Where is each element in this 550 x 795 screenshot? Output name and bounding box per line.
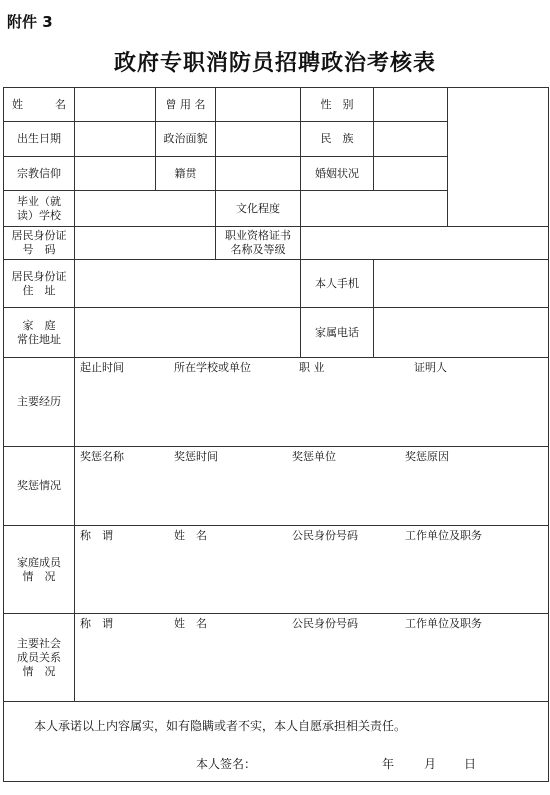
label-id-number-line1: 居民身份证 <box>11 229 67 242</box>
label-former-name: 曾 用 名 <box>156 88 216 122</box>
label-ethnicity: 民 族 <box>301 122 374 157</box>
input-gender[interactable] <box>374 88 448 122</box>
label-residence-line1: 家 庭 <box>22 318 56 332</box>
row-awards <box>4 447 549 526</box>
label-residence-line2: 常住地址 <box>17 332 61 346</box>
row-social <box>4 614 549 702</box>
family-area[interactable] <box>75 526 549 614</box>
input-education[interactable] <box>301 191 448 227</box>
family-col-id: 公民身份号码 <box>292 529 358 542</box>
social-col-relation: 称 谓 <box>80 617 113 630</box>
label-family <box>4 526 75 614</box>
experience-col-witness: 证明人 <box>414 361 447 374</box>
awards-col-unit: 奖惩单位 <box>292 450 336 463</box>
day-label: 日 <box>464 757 477 771</box>
input-native-place[interactable] <box>216 157 301 191</box>
label-social-line3: 情 况 <box>22 664 56 678</box>
label-religion: 宗教信仰 <box>4 157 75 191</box>
input-former-name[interactable] <box>216 88 301 122</box>
label-marital-status: 婚姻状况 <box>301 157 374 191</box>
input-qualification[interactable] <box>301 227 549 260</box>
label-id-address <box>4 260 75 308</box>
label-gender: 性 别 <box>301 88 374 122</box>
label-native-place: 籍贯 <box>156 157 216 191</box>
label-residence <box>4 308 75 358</box>
input-birth-date[interactable] <box>75 122 156 157</box>
annex-label: 附件 3 <box>7 13 53 31</box>
row-footer <box>4 702 549 782</box>
photo-box[interactable] <box>448 88 549 227</box>
year-label: 年 <box>382 757 395 771</box>
social-col-id: 公民身份号码 <box>292 617 358 630</box>
family-col-relation: 称 谓 <box>80 529 113 542</box>
row-residence <box>4 308 549 358</box>
input-family-phone[interactable] <box>374 308 549 358</box>
label-school <box>4 191 75 227</box>
input-mobile[interactable] <box>374 260 549 308</box>
label-family-line2: 情 况 <box>22 569 56 583</box>
experience-col-period: 起止时间 <box>80 361 124 374</box>
awards-area[interactable] <box>75 447 549 526</box>
form-title: 政府专职消防员招聘政治考核表 <box>113 50 436 76</box>
experience-col-occupation: 职 业 <box>299 361 325 374</box>
input-ethnicity[interactable] <box>374 122 448 157</box>
label-social <box>4 614 75 702</box>
label-experience: 主要经历 <box>4 358 75 447</box>
label-id-address-line1: 居民身份证 <box>11 269 67 283</box>
input-residence[interactable] <box>75 308 301 358</box>
label-name: 姓 名 <box>4 88 75 122</box>
label-id-address-line2: 住 址 <box>22 283 56 297</box>
label-mobile: 本人手机 <box>301 260 374 308</box>
input-religion[interactable] <box>75 157 156 191</box>
label-qualification-line1: 职业资格证书 <box>225 229 291 242</box>
label-awards: 奖惩情况 <box>4 447 75 526</box>
label-social-line1: 主要社会 <box>17 636 61 650</box>
row-family <box>4 526 549 614</box>
family-col-name: 姓 名 <box>174 529 207 542</box>
label-political-status: 政治面貌 <box>156 122 216 157</box>
awards-col-name: 奖惩名称 <box>80 450 124 463</box>
label-qualification <box>216 227 301 260</box>
input-school[interactable] <box>75 191 216 227</box>
political-review-form <box>3 87 549 782</box>
input-name[interactable] <box>75 88 156 122</box>
input-id-number[interactable] <box>75 227 216 260</box>
input-marital-status[interactable] <box>374 157 448 191</box>
label-family-phone: 家属电话 <box>301 308 374 358</box>
social-col-employer: 工作单位及职务 <box>405 617 482 630</box>
label-id-number-line2: 号 码 <box>22 243 56 256</box>
label-id-number <box>4 227 75 260</box>
label-education: 文化程度 <box>216 191 301 227</box>
social-area[interactable] <box>75 614 549 702</box>
pledge-text: 本人承诺以上内容属实，如有隐瞒或者不实，本人自愿承担相关责任。 <box>34 719 407 733</box>
label-family-line1: 家庭成员 <box>17 555 61 569</box>
input-id-address[interactable] <box>75 260 301 308</box>
experience-area[interactable] <box>75 358 549 447</box>
month-label: 月 <box>424 757 437 771</box>
row-name <box>4 88 549 122</box>
signature-label: 本人签名： <box>196 757 257 771</box>
label-birth-date: 出生日期 <box>4 122 75 157</box>
awards-col-time: 奖惩时间 <box>174 450 218 463</box>
family-col-employer: 工作单位及职务 <box>405 529 482 542</box>
experience-col-unit: 所在学校或单位 <box>174 361 251 374</box>
label-school-line1: 毕业（就 <box>17 194 61 208</box>
row-id-number <box>4 227 549 260</box>
awards-col-reason: 奖惩原因 <box>405 450 449 463</box>
social-col-name: 姓 名 <box>174 617 207 630</box>
row-experience <box>4 358 549 447</box>
row-id-address <box>4 260 549 308</box>
label-social-line2: 成员关系 <box>17 650 61 664</box>
input-political-status[interactable] <box>216 122 301 157</box>
pledge-area <box>4 702 549 782</box>
label-qualification-line2: 名称及等级 <box>230 243 286 256</box>
label-school-line2: 读）学校 <box>17 208 61 222</box>
